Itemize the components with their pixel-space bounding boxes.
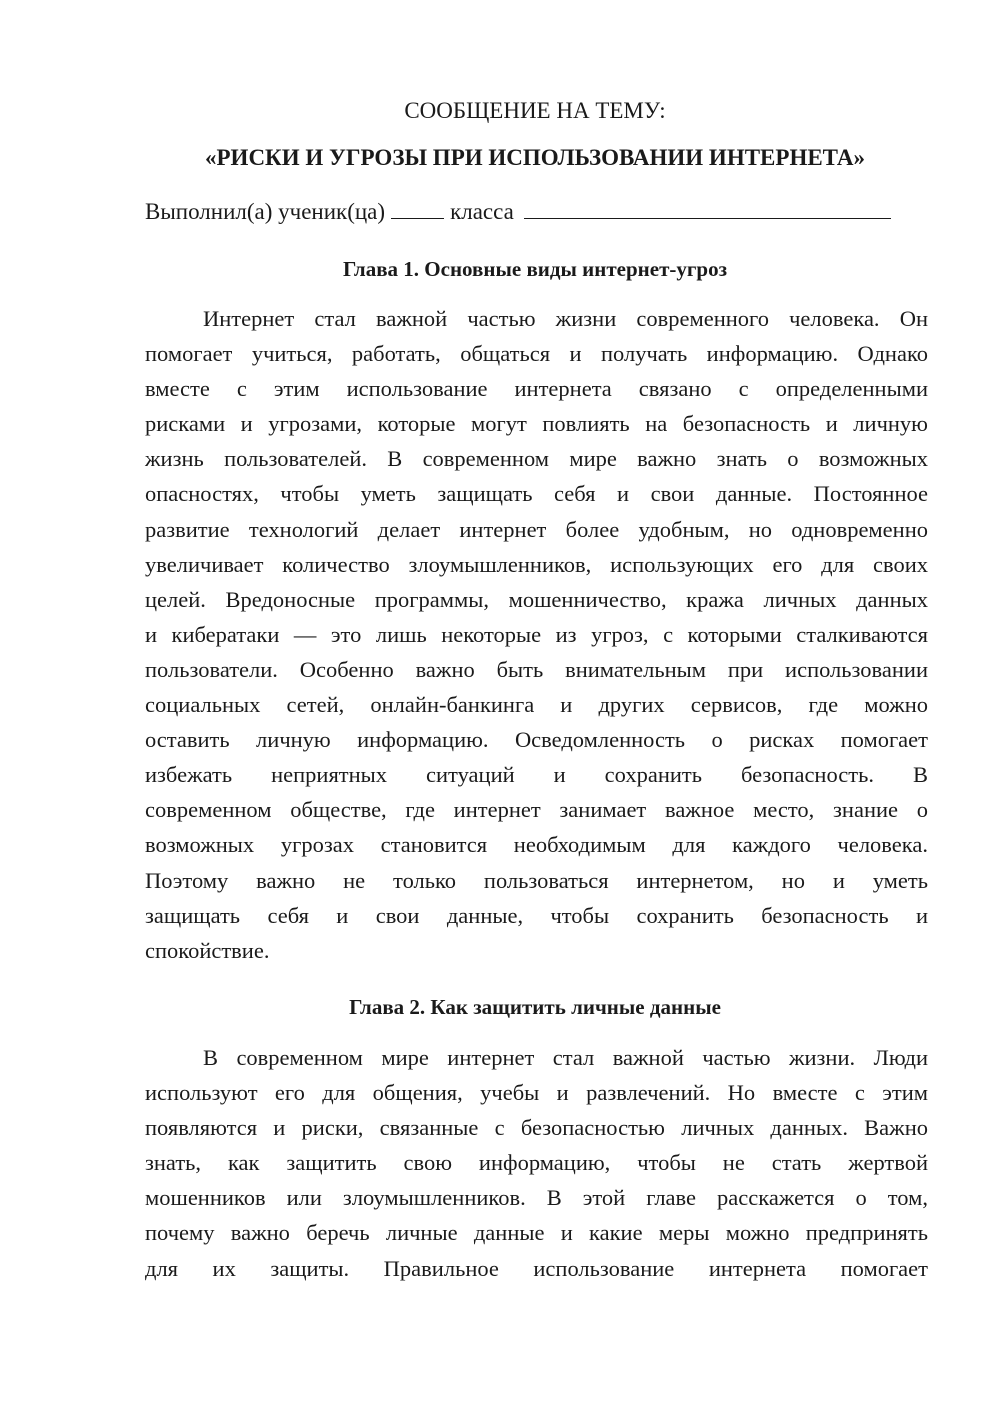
text-line: жизнь пользователей. В современном мире важно знать о возможных bbox=[145, 446, 928, 472]
text-line: мошенников или злоумышленников. В этой главе расскажется о том, bbox=[145, 1185, 928, 1211]
text-line: целей. Вредоносные программы, мошенничество, кража личных данных bbox=[145, 586, 928, 612]
document-title-line2: «РИСКИ И УГРОЗЫ ПРИ ИСПОЛЬЗОВАНИИ ИНТЕРНЕТА» bbox=[205, 145, 865, 170]
text-line: вместе с этим использование интернета связано с определенными bbox=[145, 376, 928, 402]
text-line: и кибератаки — это лишь некоторые из угроз, с которыми сталкиваются bbox=[145, 621, 928, 647]
text-line: Интернет стал важной частью жизни современного человека. Он bbox=[203, 306, 928, 331]
chapter2-heading: Глава 2. Как защитить личные данные bbox=[349, 995, 721, 1019]
student-prefix: Выполнил(а) ученик(ца) bbox=[145, 199, 386, 224]
text-line: опасностях, чтобы уметь защищать себя и свои данные. Постоянное bbox=[145, 481, 928, 507]
text-line: помогает учиться, работать, общаться и получать информацию. Однако bbox=[145, 341, 928, 367]
text-line: Поэтому важно не только пользоваться интернетом, но и уметь bbox=[145, 867, 928, 893]
text-line: возможных угрозах становится необходимым для каждого человека. bbox=[145, 832, 928, 858]
text-line: увеличивает количество злоумышленников, использующих его для своих bbox=[145, 551, 928, 577]
chapter2-paragraph bbox=[145, 1040, 928, 1286]
text-line: избежать неприятных ситуаций и сохранить безопасность. В bbox=[145, 762, 928, 788]
text-line: почему важно беречь личные данные и какие меры можно предпринять bbox=[145, 1220, 928, 1246]
text-line: социальных сетей, онлайн-банкинга и других сервисов, где можно bbox=[145, 692, 928, 718]
text-line: В современном мире интернет стал важной частью жизни. Люди bbox=[203, 1045, 928, 1070]
text-line: современном обществе, где интернет занимает важное место, знание о bbox=[145, 797, 928, 823]
text-line: знать, как защитить свою информацию, чтобы не стать жертвой bbox=[145, 1150, 928, 1176]
document-title-line1: СООБЩЕНИЕ НА ТЕМУ: bbox=[404, 98, 666, 123]
chapter1-heading: Глава 1. Основные виды интернет-угроз bbox=[342, 257, 728, 281]
text-line: защищать себя и свои данные, чтобы сохранить безопасность и bbox=[145, 902, 928, 928]
text-line: развитие технологий делает интернет более удобным, но одновременно bbox=[145, 516, 928, 542]
text-line: спокойствие. bbox=[145, 937, 270, 963]
student-name-blank bbox=[524, 198, 891, 219]
chapter1-paragraph bbox=[145, 301, 928, 968]
class-label: класса bbox=[450, 199, 514, 224]
text-line: используют его для общения, учебы и развлечений. Но вместе с этим bbox=[145, 1080, 928, 1106]
student-info-line bbox=[145, 198, 935, 226]
text-line: появляются и риски, связанные с безопасностью личных данных. Важно bbox=[145, 1115, 928, 1141]
text-line: рисками и угрозами, которые могут повлиять на безопасность и личную bbox=[145, 411, 928, 437]
text-line: пользователи. Особенно важно быть внимательным при использовании bbox=[145, 656, 928, 682]
text-line: для их защиты. Правильное использование интернета помогает bbox=[145, 1255, 928, 1281]
text-line: оставить личную информацию. Осведомленность о рисках помогает bbox=[145, 727, 928, 753]
class-number-blank bbox=[391, 198, 444, 219]
